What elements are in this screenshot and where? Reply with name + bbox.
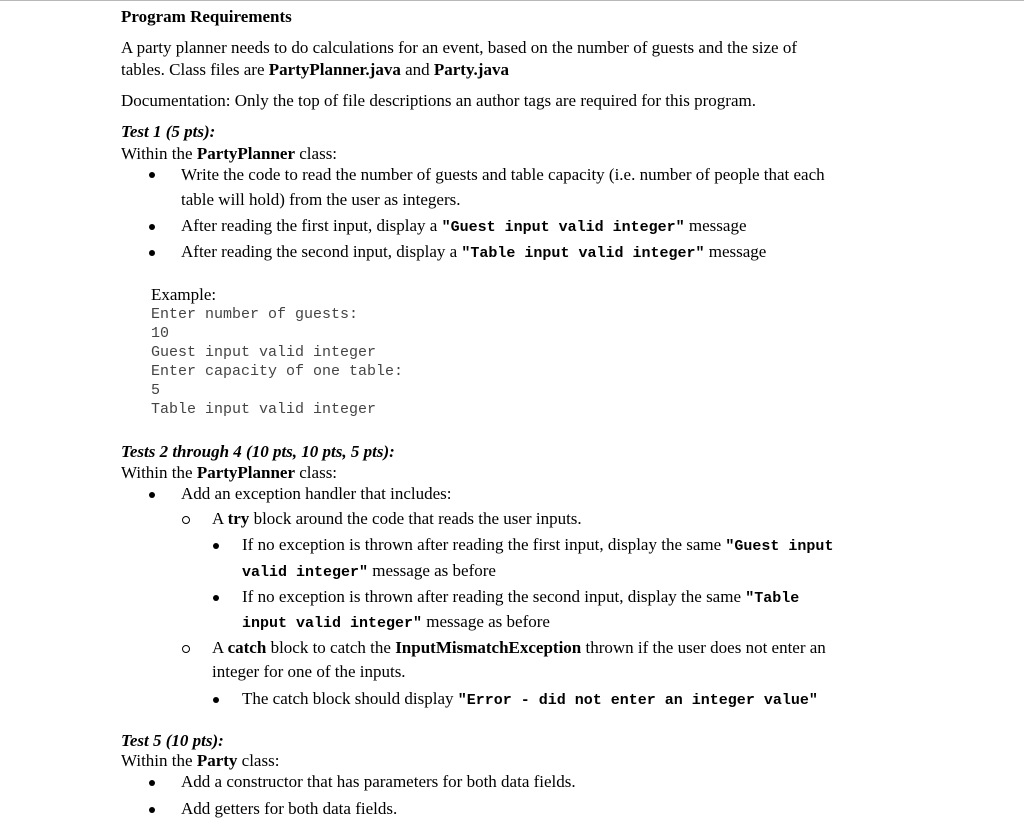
try-sub-1-line-2: valid integer" message as before [242, 561, 496, 581]
bullet-icon [213, 697, 219, 703]
example-line: Enter capacity of one table: [151, 363, 404, 380]
example-line: 10 [151, 325, 170, 342]
bullet-icon [149, 250, 155, 256]
test1-title: Test 1 (5 pts): [121, 122, 216, 141]
tests2to4-title: Tests 2 through 4 (10 pts, 10 pts, 5 pts): [121, 442, 395, 461]
example-line: 5 [151, 382, 161, 399]
test5-title: Test 5 (10 pts): [121, 731, 224, 750]
catch-item-line-2: integer for one of the inputs. [212, 662, 406, 681]
test5-bullet-1: Add a constructor that has parameters for both data fields. [181, 772, 576, 791]
test5-bullet-2: Add getters for both data fields. [181, 799, 398, 818]
bullet-icon [149, 492, 155, 498]
intro-line-1: A party planner needs to do calculations for an event, based on the number of guests and the size of [121, 38, 798, 57]
catch-sub-1: The catch block should display "Error - did not enter an integer value" [242, 689, 818, 709]
test1-within: Within the PartyPlanner class: [121, 144, 338, 163]
bullet-icon [213, 595, 219, 601]
bullet-icon [149, 807, 155, 813]
sub-bullet-circle-icon [182, 645, 190, 653]
bullet-icon [149, 224, 155, 230]
bullet-icon [149, 780, 155, 786]
try-sub-2-line-2: input valid integer" message as before [242, 612, 550, 632]
documentation-note: Documentation: Only the top of file descriptions an author tags are required for this program. [121, 91, 756, 110]
example-line: Enter number of guests: [151, 306, 359, 323]
bullet-icon [149, 172, 155, 178]
tests2to4-bullet: Add an exception handler that includes: [181, 484, 452, 503]
intro-line-2: tables. Class files are PartyPlanner.java and Party.java [121, 60, 509, 79]
example-line: Guest input valid integer [151, 344, 377, 361]
sub-bullet-circle-icon [182, 516, 190, 524]
example-line: Table input valid integer [151, 401, 377, 418]
page-title: Program Requirements [121, 7, 292, 26]
try-sub-2-line-1: If no exception is thrown after reading the second input, display the same "Table [242, 587, 800, 607]
test1-bullet-1-line-1: Write the code to read the number of guests and table capacity (i.e. number of people that each [181, 165, 825, 184]
try-sub-1-line-1: If no exception is thrown after reading the first input, display the same "Guest input [242, 535, 834, 555]
test1-bullet-1-line-2: table will hold) from the user as integers. [181, 190, 461, 209]
test1-bullet-3: After reading the second input, display a "Table input valid integer" message [181, 242, 767, 262]
bullet-icon [213, 543, 219, 549]
catch-item-line-1: A catch block to catch the InputMismatchException thrown if the user does not enter an [212, 638, 826, 657]
try-item: A try block around the code that reads the user inputs. [212, 509, 582, 528]
test1-bullet-2: After reading the first input, display a "Guest input valid integer" message [181, 216, 747, 236]
test5-within: Within the Party class: [121, 751, 280, 770]
top-border [0, 0, 1024, 1]
example-label: Example: [151, 285, 217, 304]
tests2to4-within: Within the PartyPlanner class: [121, 463, 338, 482]
